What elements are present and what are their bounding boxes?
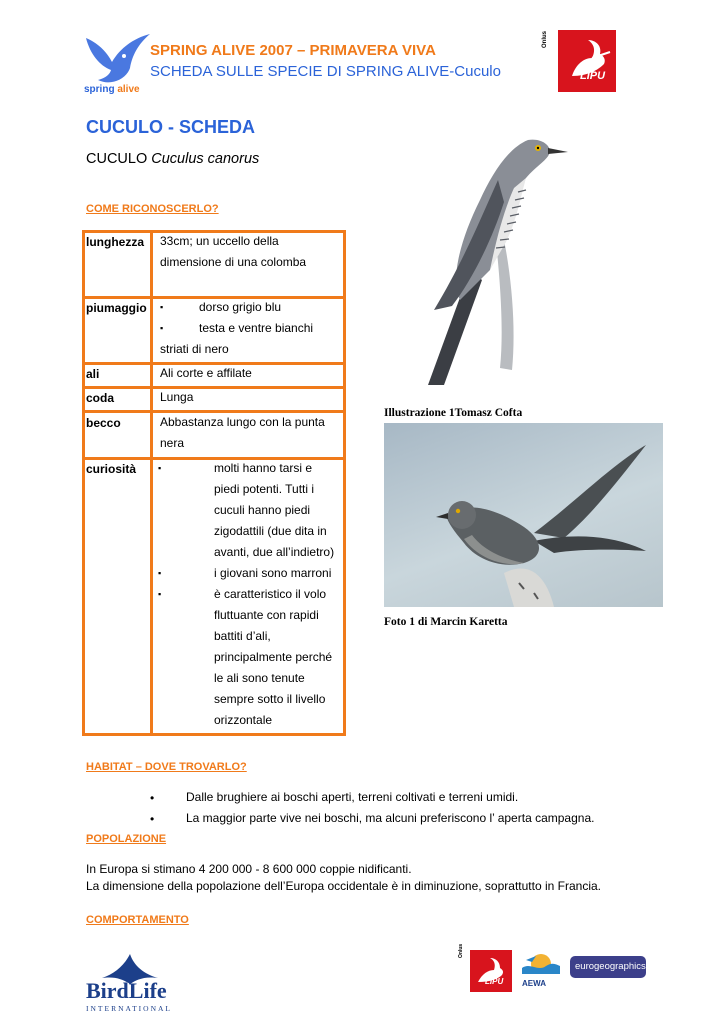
bullet-icon: • xyxy=(150,812,155,826)
cell-curiosita-1c: cuculi hanno piedi xyxy=(214,503,311,517)
aewa-logo: AEWA xyxy=(520,952,562,990)
onlus-label: Onlus xyxy=(542,30,548,48)
cell-becco-2: nera xyxy=(160,436,185,450)
popolazione-line-1: In Europa si stimano 4 200 000 - 8 600 000 coppie nidificanti. xyxy=(86,862,412,876)
onlus-label: Onlus xyxy=(458,943,464,958)
cell-curiosita-1e: avanti, due all’indietro) xyxy=(214,545,335,559)
cell-curiosita-3f: sempre sotto il livello xyxy=(214,692,326,706)
header-subtitle: SCHEDA SULLE SPECIE DI SPRING ALIVE-Cuculo xyxy=(150,63,501,80)
page-title: CUCULO - SCHEDA xyxy=(86,117,255,137)
cell-piumaggio-1: dorso grigio blu xyxy=(199,300,282,314)
section-heading-recognize: COME RICONOSCERLO? xyxy=(86,203,219,215)
habitat-item-2: La maggior parte vive nei boschi, ma alcuni preferiscono l’ aperta campagna. xyxy=(186,811,595,825)
cell-piumaggio-3: striati di nero xyxy=(160,342,229,356)
cell-curiosita-3e: le ali sono tenute xyxy=(214,671,305,685)
row-label-coda: coda xyxy=(86,391,115,405)
cuckoo-photo xyxy=(384,423,663,607)
row-label-becco: becco xyxy=(86,416,121,430)
cell-curiosita-2: i giovani sono marroni xyxy=(214,566,332,580)
section-heading-comportamento: COMPORTAMENTO xyxy=(86,914,189,926)
cell-curiosita-1d: zigodattili (due dita in xyxy=(214,524,327,538)
cell-curiosita-3a: è caratteristico il volo xyxy=(214,587,327,601)
hoopoe-icon xyxy=(558,30,616,92)
bullet-icon: • xyxy=(150,791,155,805)
bullet-icon: ▪ xyxy=(158,568,162,578)
latin-name: Cuculus canorus xyxy=(151,151,260,167)
cell-curiosita-3d: principalmente perché xyxy=(214,650,333,664)
popolazione-line-2: La dimensione della popolazione dell’Europa occidentale è in diminuzione, soprattutto in Francia. xyxy=(86,879,601,893)
row-label-piumaggio: piumaggio xyxy=(86,301,147,315)
birdlife-logo: BirdLife INTERNATIONAL xyxy=(86,952,178,1014)
cell-ali: Ali corte e affilate xyxy=(160,366,252,380)
species-name: CUCULO Cuculus canorus xyxy=(86,151,260,167)
cell-piumaggio-2: testa e ventre bianchi xyxy=(199,321,314,335)
section-heading-habitat: HABITAT – DOVE TROVARLO? xyxy=(86,761,247,773)
spring-alive-logo: spring alive xyxy=(80,30,152,100)
cell-lunghezza-2: dimensione di una colomba xyxy=(160,255,307,269)
cell-curiosita-3b: fluttuante con rapidi xyxy=(214,608,319,622)
wave-icon xyxy=(520,952,562,978)
cell-coda: Lunga xyxy=(160,390,194,404)
cell-lunghezza-1: 33cm; un uccello della xyxy=(160,234,279,248)
row-label-ali: ali xyxy=(86,367,100,381)
section-heading-popolazione: POPOLAZIONE xyxy=(86,833,167,845)
bullet-icon: ▪ xyxy=(160,302,164,312)
bullet-icon: ▪ xyxy=(160,323,164,333)
cell-curiosita-3c: battiti d’ali, xyxy=(214,629,271,643)
cell-becco-1: Abbastanza lungo con la punta xyxy=(160,415,325,429)
bullet-icon: ▪ xyxy=(158,463,162,473)
habitat-item-1: Dalle brughiere ai boschi aperti, terreni coltivati e terreni umidi. xyxy=(186,790,519,804)
cell-curiosita-3g: orizzontale xyxy=(214,713,273,727)
header-title: SPRING ALIVE 2007 – PRIMAVERA VIVA xyxy=(150,42,436,59)
lipu-logo-footer: LIPU xyxy=(470,950,512,992)
cell-curiosita-1b: piedi potenti. Tutti i xyxy=(214,482,315,496)
cuckoo-illustration xyxy=(400,130,580,390)
photo-caption: Foto 1 di Marcin Karetta xyxy=(384,616,508,628)
row-label-lunghezza: lunghezza xyxy=(86,235,145,249)
illustration-caption: Illustrazione 1Tomasz Cofta xyxy=(384,407,523,419)
bullet-icon: ▪ xyxy=(158,589,162,599)
row-label-curiosita: curiosità xyxy=(86,462,137,476)
eurogeographics-logo: eurogeographics xyxy=(570,956,646,978)
cell-curiosita-1a: molti hanno tarsi e xyxy=(214,461,313,475)
lipu-logo: LIPU xyxy=(558,30,616,92)
